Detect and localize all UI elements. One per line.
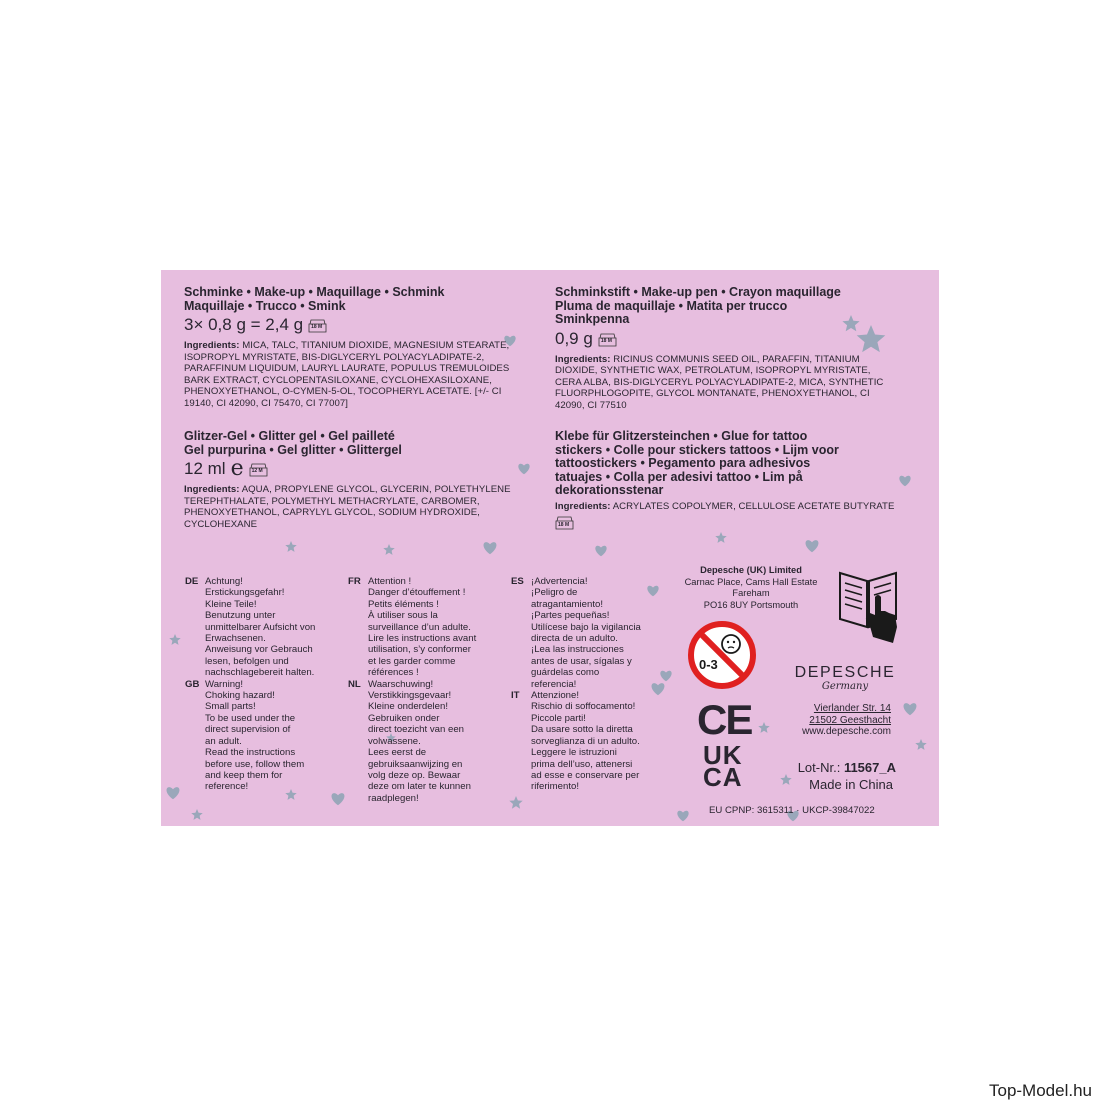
pao-jar-icon: [308, 318, 327, 332]
star-icon: [915, 739, 926, 750]
read-instructions-icon: [837, 567, 899, 645]
glue-title: [555, 430, 900, 498]
uk-company: [666, 565, 836, 611]
glue-section: [555, 430, 900, 535]
ukca-mark: [703, 740, 743, 792]
warnings-col-1: [185, 576, 345, 793]
lang-code: GB: [185, 678, 200, 690]
pen-title: [555, 286, 897, 327]
lang-code: IT: [511, 690, 520, 702]
makeup-title-line1: Schminke • Make-up • Maquillage • Schmink: [184, 285, 445, 299]
address-line2: 21502 Geesthacht: [809, 714, 891, 726]
warning-text: Waarschuwing! Verstikkingsgevaar! Kleine onderdelen! Gebruiken onder direct toezicht van een volwassene. Lees eerst de gebruiksaanwijzing en volg deze op. Bewaar deze om later te kunnen raadplegen!: [368, 678, 471, 804]
brand-name: DEPESCHE: [794, 664, 896, 681]
heart-icon: [167, 787, 180, 799]
lot-number: [761, 760, 896, 775]
pen-title-line1: Schminkstift • Make-up pen • Crayon maquillage: [555, 285, 841, 299]
glue-title-line5: dekorationsstenar: [555, 483, 664, 497]
pen-ingredients: [555, 354, 897, 412]
makeup-quantity: 3× 0,8 g = 2,4 g: [184, 315, 304, 334]
lang-code: FR: [348, 576, 361, 587]
glue-title-line2: stickers • Colle pour stickers tattoos • Lijm voor: [555, 442, 839, 457]
warning-gb: [185, 679, 345, 793]
warning-it: [511, 690, 671, 793]
glitter-section: [184, 430, 529, 530]
heart-icon: [899, 476, 910, 487]
makeup-title: [184, 286, 529, 313]
glitter-ingredients: [184, 484, 529, 530]
ukca-top: UK: [703, 740, 743, 770]
pen-title-line2: Pluma de maquillaje • Matita per trucco: [555, 298, 788, 313]
warning-text: Attention ! Danger d’étouffement ! Petits éléments ! À utiliser sous la surveillance d’un adulte. Lire les instructions avant utilisation, s’y conformer et les garder comme références !: [368, 576, 477, 679]
warning-es: [511, 576, 671, 690]
star-icon: [191, 809, 202, 820]
heart-icon: [904, 703, 917, 715]
uk-address-line3: PO16 8UY Portsmouth: [703, 599, 799, 610]
ingredients-label: Ingredients:: [555, 353, 611, 365]
heart-icon: [484, 542, 497, 554]
lang-code: DE: [185, 576, 199, 587]
makeup-ingredients: [184, 340, 529, 410]
lang-code: ES: [511, 576, 524, 587]
glue-title-line3: tattoostickers • Pegamento para adhesivos: [555, 456, 811, 470]
pao-label: 18 M: [600, 337, 612, 344]
made-in: Made in China: [809, 777, 893, 792]
star-icon: [169, 634, 180, 645]
heart-icon: [806, 540, 819, 552]
lang-code: NL: [348, 678, 361, 690]
warning-fr: [348, 576, 508, 679]
ingredients-text: MICA, TALC, TITANIUM DIOXIDE, MAGNESIUM STEARATE, ISOPROPYL MYRISTATE, BIS-DIGLYCERYL POLYACYLADIPATE-2, PARAFFINUM LIQUIDUM, LAURYL LAURATE, POPULUS TREMULOIDES BARK EXTRACT, CYCLOPENTASILOXANE, CYCLOHEXASILOXANE, PHENOXYETHANOL, O-CYMEN-5-OL, TOCOPHERYL ACETATE. [+/- CI 19140, CI 42090, CI 75470, CI 77007]: [184, 340, 510, 409]
warnings-col-3: [511, 576, 671, 793]
warnings-col-2: [348, 576, 508, 804]
glitter-quantity-row: [184, 456, 529, 481]
ingredients-label: Ingredients:: [555, 500, 611, 512]
pao-jar-icon: [555, 516, 574, 530]
lot-value: 11567_A: [843, 760, 896, 775]
ingredients-label: Ingredients:: [184, 484, 240, 495]
warning-text: ¡Advertencia! ¡Peligro de atragantamiento! ¡Partes pequeñas! Utilícese bajo la vigilancia directa de un adulto. ¡Lea las instrucciones antes de usar, sígalas y guárdelas como referencia!: [531, 576, 641, 690]
website: www.depesche.com: [802, 726, 891, 738]
cpnp-code: EU CPNP: 3615311 · UKCP-39847022: [709, 805, 875, 816]
uk-company-name: Depesche (UK) Limited: [700, 565, 802, 575]
glue-title-line4: tatuajes • Colla per adesivi tattoo • Lim på: [555, 469, 803, 484]
pen-quantity-row: [555, 329, 897, 349]
warning-nl: [348, 679, 508, 804]
makeup-quantity-row: [184, 315, 529, 335]
heart-icon: [595, 546, 606, 557]
pao-label: 12 M: [251, 468, 263, 474]
pao-label: 18 M: [311, 324, 323, 330]
glitter-title-line2: Gel purpurina • Gel glitter • Glittergel: [184, 442, 402, 457]
glue-title-line1: Klebe für Glitzersteinchen • Glue for tattoo: [555, 429, 808, 443]
glitter-quantity: 12 ml: [184, 459, 226, 478]
ce-mark: CE: [697, 696, 752, 743]
warning-text: Attenzione! Rischio di soffocamento! Piccole parti! Da usare sotto la diretta sorveglianza di un adulto. Leggere le istruzioni prima dell’uso, attenersi ad esse e conservare per riferimento!: [531, 690, 640, 793]
estimated-sign: e: [230, 456, 244, 481]
pen-section: [555, 286, 897, 411]
makeup-section: [184, 286, 529, 410]
lot-label: Lot-Nr.:: [797, 760, 841, 775]
star-icon: [383, 544, 394, 555]
warning-text: Achtung! Erstickungsgefahr! Kleine Teile! Benutzung unter unmittelbarer Aufsicht von Erwachsenen. Anweisung vor Gebrauch lesen, befolgen und nachschlagebereit halten.: [205, 576, 316, 679]
pen-title-line3: Sminkpenna: [555, 312, 630, 326]
glitter-title: [184, 430, 529, 457]
ingredients-text: RICINUS COMMUNIS SEED OIL, PARAFFIN, TITANIUM DIOXIDE, SYNTHETIC WAX, PETROLATUM, ISOPROPYL MYRISTATE, CERA ALBA, BIS-DIGLYCERYL POLYACYLADIPATE-2, MICA, SYNTHETIC FLUORPHLOGOPITE, GLYCOL MONTANATE, PHENOXYETHANOL, CI 42090, CI 77510: [555, 353, 884, 411]
heart-icon: [677, 811, 688, 822]
ingredients-text: AQUA, PROPYLENE GLYCOL, GLYCERIN, POLYETHYLENE TEREPHTHALATE, POLYMETHYL METHACRYLATE, CARBOMER, PHENOXYETHANOL, CAPRYLYL GLYCOL, SODIUM HYDROXIDE, CYCLOHEXANE: [184, 484, 511, 530]
star-icon: [285, 541, 296, 552]
age-warning-label: 0-3: [699, 657, 718, 672]
uk-address-line1: Carnac Place, Cams Hall Estate: [684, 576, 818, 587]
glitter-title-line1: Glitzer-Gel • Glitter gel • Gel pailleté: [184, 429, 395, 443]
makeup-title-line2: Maquillaje • Trucco • Smink: [184, 298, 346, 313]
warning-text: Warning! Choking hazard! Small parts! To be used under the direct supervision of an adult. Read the instructions before use, follow them and keep them for reference!: [205, 678, 305, 793]
pao-label: 18 M: [558, 522, 570, 529]
pao-jar-icon: [249, 462, 268, 476]
brand-sub: Germany: [821, 681, 869, 692]
pao-jar-icon: [598, 332, 617, 346]
ingredients-text: ACRYLATES COPOLYMER, CELLULOSE ACETATE BUTYRATE: [612, 500, 895, 512]
brand-logo: [789, 664, 901, 692]
pen-quantity: 0,9 g: [555, 328, 593, 348]
company-address: [771, 703, 891, 738]
address-line1: Vierlander Str. 14: [813, 703, 891, 714]
watermark: Top-Model.hu: [988, 1081, 1092, 1100]
uk-address-line2: Fareham: [732, 588, 770, 599]
warning-de: [185, 576, 345, 679]
ukca-bottom: CA: [703, 762, 743, 792]
age-warning-icon: [687, 620, 757, 690]
star-icon: [758, 722, 769, 733]
product-label: [161, 270, 939, 826]
glue-ingredients: [555, 501, 900, 513]
heart-icon: [332, 793, 345, 805]
ingredients-label: Ingredients:: [184, 340, 240, 351]
star-icon: [509, 796, 522, 809]
